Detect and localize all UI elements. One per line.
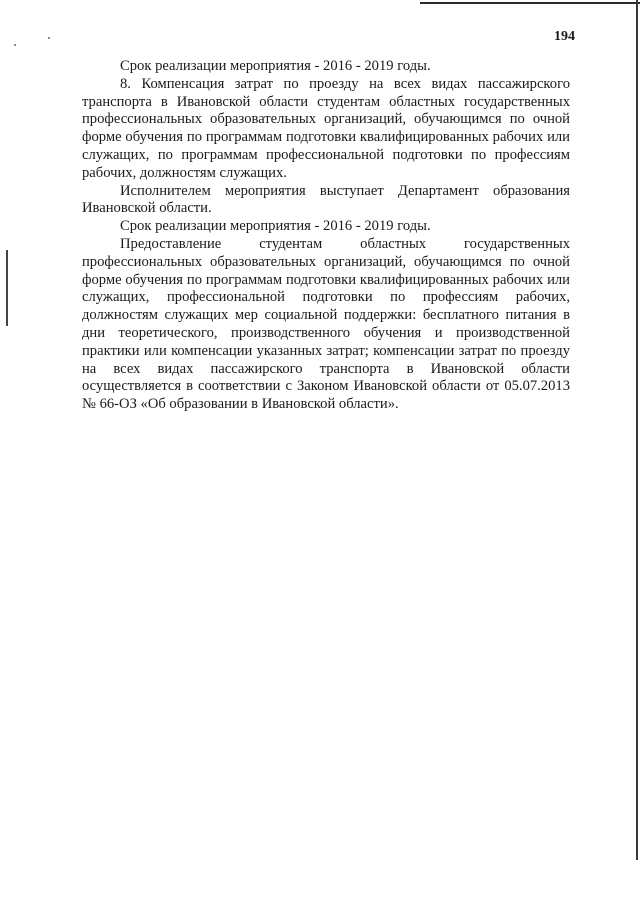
scan-speck — [48, 37, 50, 39]
page-number: 194 — [554, 29, 575, 44]
scan-mark-left — [6, 250, 8, 326]
paragraph-deadline-2: Срок реализации мероприятия - 2016 - 2019 годы. — [120, 218, 431, 235]
scan-border-right — [636, 0, 638, 860]
paragraph-item-8: 8. Компенсация затрат по проезду на всех видах пассажирского транспорта в Ивановской области студентам областных государственных профессиональных образовательных организаций, обучающимся по очной форме обучения по программам подготовки квалифицированных рабочих или служащих, по программам профессиональной подготовки по профессиям рабочих, должностям служащих. — [82, 75, 570, 181]
scan-border-top — [420, 2, 640, 4]
scan-speck — [14, 44, 16, 46]
paragraph-executor: Исполнителем мероприятия выступает Департамент образования Ивановской области. — [82, 182, 570, 217]
paragraph-provision: Предоставление студентам областных государственных профессиональных образовательных организаций, обучающимся по очной форме обучения по программам подготовки квалифицированных рабочих или служащих, профессиональной подготовки по профессиям рабочих, должностям служащих мер социальной поддержки: бесплатного питания в дни теоретического, производственного обучения и производственной практики или компенсации указанных затрат; компенсации затрат по проезду на всех видах пассажирского транспорта в Ивановской области осуществляется в соответствии с Законом Ивановской области от 05.07.2013 № 66-ОЗ «Об образовании в Ивановской области». — [82, 235, 570, 413]
document-body — [82, 58, 570, 414]
paragraph-deadline-1: Срок реализации мероприятия - 2016 - 2019 годы. — [120, 58, 431, 74]
